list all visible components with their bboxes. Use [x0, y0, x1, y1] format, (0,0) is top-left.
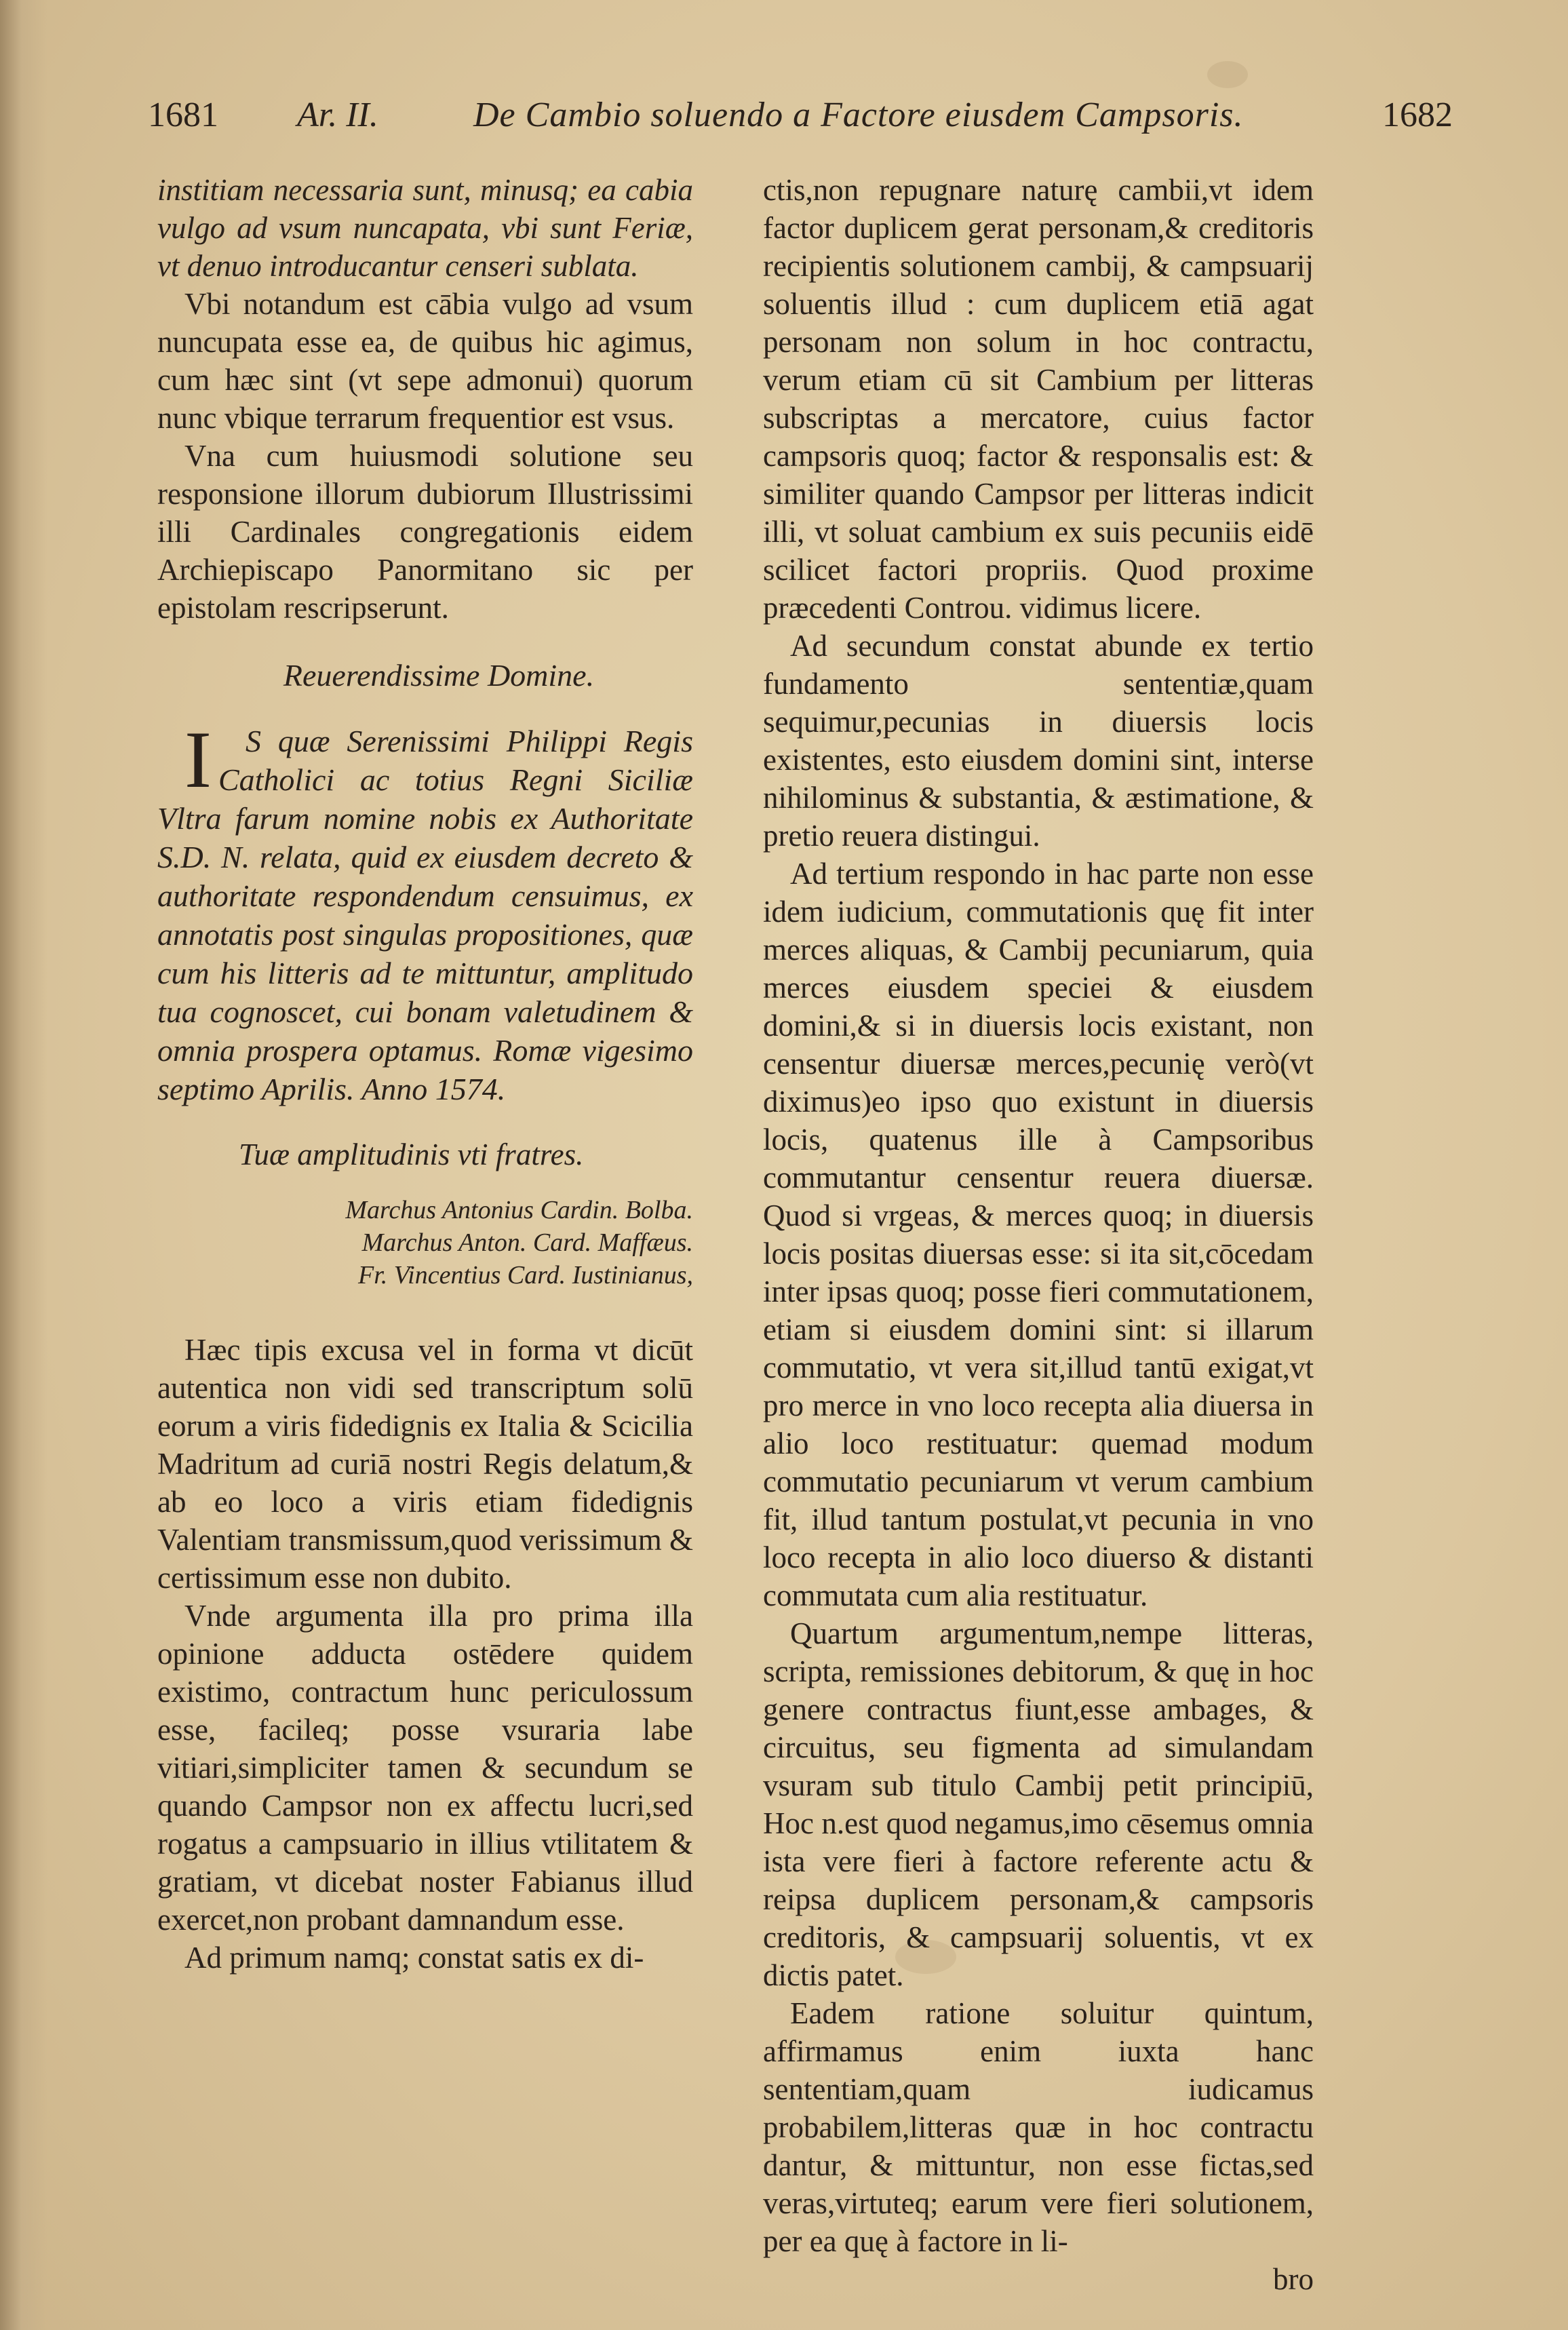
letter-body — [157, 714, 693, 1108]
catchword: bro — [1273, 2262, 1314, 2296]
left-column — [157, 171, 693, 1977]
letter-text: S quæ Serenissimi Philippi Regis Catholici ac totius Regni Siciliæ Vltra farum nomine nobis ex Authoritate S.D. N. relata, quid ex eiusdem decreto & authoritate respondendum censuimus, ex annotatis post singulas propositiones, quæ cum his litteris ad te mittuntur, amplitudo tua cognoscet, cui bonam valetudinem & omnia prospera optamus. Romæ vigesimo septimo Aprilis. Anno 1574. — [157, 724, 693, 1106]
paragraph: institiam necessaria sunt, minusq; ea cabia vulgo ad vsum nuncapata, vbi sunt Feriæ, vt denuo introducantur censeri sublata. — [157, 173, 693, 283]
letter-salutation: Reuerendissime Domine. — [283, 658, 595, 693]
paragraph: Vbi notandum est cābia vulgo ad vsum nuncupata esse ea, de quibus hic agimus, cum hæc sint (vt sepe admonui) quorum nunc vbique terrarum frequentior est vsus. — [157, 287, 693, 435]
page-number-right: 1682 — [1382, 96, 1453, 134]
paragraph: ctis,non repugnare naturę cambii,vt idem factor duplicem gerat personam,& creditoris recipientis solutionem cambij, & campsuarij soluentis illud : cum duplicem etiā agat personam non solum in hoc contractu, verum etiam cū sit Cambium per litteras subscriptas a mercatore, cuius factor campsoris quoq; factor & responsalis est: & similiter quando Campsor per litteras indicit illi, vt soluat cambium ex suis pecuniis eidē scilicet factori propriis. Quod proxime præcedenti Controu. vidimus licere. — [763, 173, 1314, 625]
article-label: Ar. II. — [297, 96, 378, 134]
signatory: Marchus Anton. Card. Maffæus. — [361, 1228, 693, 1257]
paper-stain — [1207, 61, 1248, 88]
paragraph: Ad tertium respondo in hac parte non esse idem iudicium, commutationis quę fit inter merces aliquas, & Cambij pecuniarum, quia merces eiusdem speciei & eiusdem domini,& si in diuersis locis existant, non censentur diuersæ merces,pecunię verò(vt diximus)eo ipso quo existunt in diuersis locis, quatenus ille à Campsoribus commutantur censentur reuera diuersæ. Quod si vrgeas, & merces quoq; in diuersis locis positas diuersas esse: si ita sit,cōcedam inter ipsas quoq; posse fieri commutationem, etiam si eiusdem domini sint: si illarum commutatio, vt vera sit,illud tantū exigat,vt pro merce in vno loco recepta alia diuersa in alio loco restituatur: quemad modum commutatio pecuniarum vt verum cambium fit, illud tantum postulat,vt pecunia in vno loco recepta in alio loco diuerso & distanti commutata cum alia restituatur. — [763, 857, 1314, 1612]
binding-gutter — [0, 0, 47, 2330]
page-number-left: 1681 — [148, 96, 218, 134]
signatories — [157, 1194, 693, 1292]
signatory: Fr. Vincentius Card. Iustinianus, — [358, 1261, 693, 1289]
drop-cap: I — [184, 714, 212, 804]
running-title: De Cambio soluendo a Factore eiusdem Campsoris. — [473, 96, 1244, 134]
paragraph: Ad primum namq; constat satis ex di- — [184, 1941, 644, 1975]
running-header — [148, 95, 1453, 142]
paragraph: Quartum argumentum,nempe litteras, scripta, remissiones debitorum, & quę in hoc genere contractus fiunt,esse ambages, & circuitus, seu figmenta ad simulandam vsuram sub titulo Cambij petit principiū, Hoc n.est quod negamus,imo cēsemus omnia ista vere fieri à factore referente actu & reipsa duplicem personam,& campsoris creditoris, & campsuarij soluentis, vt ex dictis patet. — [763, 1616, 1314, 1992]
paragraph: Eadem ratione soluitur quintum, affirmamus enim iuxta hanc sententiam,quam iudicamus probabilem,litteras quæ in hoc contractu dantur, & mittuntur, non esse fictas,sed veras,virtuteq; earum vere fieri solutionem, per ea quę à factore in li- — [763, 1996, 1314, 2258]
paragraph: Vna cum huiusmodi solutione seu responsione illorum dubiorum Illustrissimi illi Cardinales congregationis eidem Archiepiscapo Panormitano sic per epistolam rescripserunt. — [157, 439, 693, 625]
signatory: Marchus Antonius Cardin. Bolba. — [345, 1196, 693, 1224]
paragraph: Ad secundum constat abunde ex tertio fundamento sententiæ,quam sequimur,pecunias in diuersis locis existentes, esto eiusdem domini sint, interse nihilominus & substantia, & æstimatione, & pretio reuera distingui. — [763, 629, 1314, 853]
letter-closing: Tuæ amplitudinis vti fratres. — [239, 1138, 584, 1171]
paragraph: Vnde argumenta illa pro prima illa opinione adducta ostēdere quidem existimo, contractum hunc periculossum esse, facileq; posse vsuraria labe vitiari,simpliciter tamen & secundum se quando Campsor non ex affectu lucri,sed rogatus a campsuario in illius vtilitatem & gratiam, vt dicebat noster Fabianus illud exercet,non probant damnandum esse. — [157, 1599, 693, 1937]
right-column — [763, 171, 1314, 2298]
paragraph: Hæc tipis excusa vel in forma vt dicūt autentica non vidi sed transcriptum solū eorum a viris fidedignis ex Italia & Scicilia Madritum ad curiā nostri Regis delatum,& ab eo loco a viris etiam fidedignis Valentiam transmissum,quod verissimum & certissimum esse non dubito. — [157, 1333, 693, 1595]
